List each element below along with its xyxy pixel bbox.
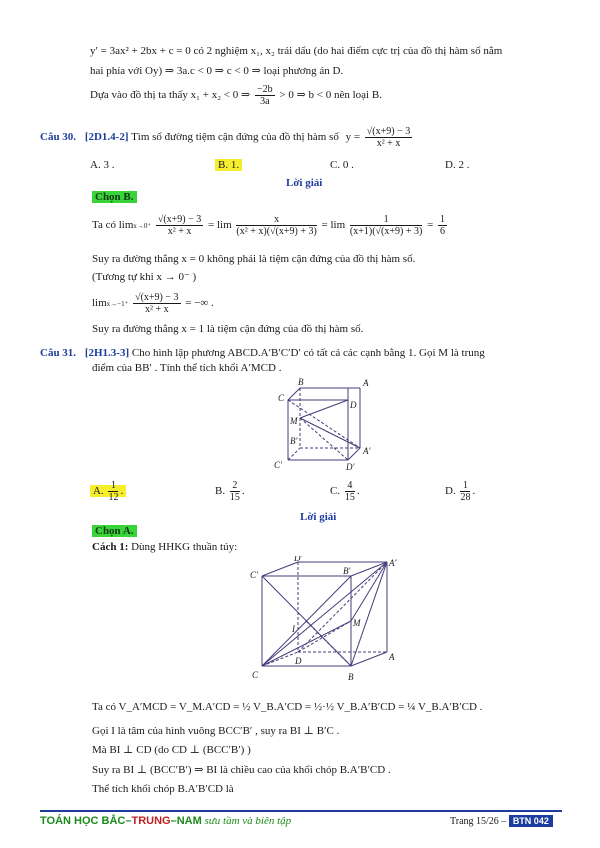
fig2-label-A-prime: A′ xyxy=(389,558,397,568)
q30-solution-5: Suy ra đường thẳng x = 1 là tiệm cận đứng của đồ thị hàm số. xyxy=(92,323,364,335)
q30-label: Câu 30. xyxy=(40,131,77,144)
intro-fraction: $\frac{-2b}{3a}$ xyxy=(256,84,273,107)
cube-figure-1 xyxy=(270,376,380,474)
q31-header xyxy=(40,346,485,360)
q30-solution-2: Suy ra đường thẳng x = 0 không phải là tiệm cận đứng của đồ thị hàm số. xyxy=(92,253,416,265)
intro-line-3-a: Dựa vào đồ thị ta thấy x₁ + x₂ < 0 ⇒ xyxy=(90,89,251,102)
q31-text-1: Cho hình lập phương ABCD.A′B′C′D′ có tất cả các cạnh bằng 1. Gọi M là trung xyxy=(131,347,485,359)
q30-fn-fraction: $\frac{√(x+9) - 3}{\text{x² + x}}$ xyxy=(366,126,411,149)
fig1-label-D: D xyxy=(350,400,357,410)
intro-line-3 xyxy=(90,84,382,107)
fig2-label-B: B xyxy=(348,672,354,682)
q31-choice: Chọn A. xyxy=(92,524,137,538)
q30-code: [2D1.4-2] xyxy=(84,131,129,144)
fig2-label-I: I xyxy=(292,624,295,634)
fig2-label-M: M xyxy=(353,618,361,628)
intro-line-2: hai phía với Oy) ⇒ 3a.c < 0 ⇒ c < 0 ⇒ loại phương án D. xyxy=(90,65,344,77)
code-badge: BTN 042 xyxy=(509,815,553,827)
q30-fn: y = xyxy=(345,131,361,144)
q30-text: Tìm số đường tiệm cận đứng của đồ thị hàm số xyxy=(131,131,339,144)
q31-code: [2H1.3-3] xyxy=(84,347,130,359)
page-number: Trang 15/26 – xyxy=(450,816,507,827)
q30-solution-1: Ta có limx→0⁺ $\frac{√(x+9) - 3}{\text{x² + x}}$ = lim $\frac{x}{\text{(x² + x)(√(x+9) + 3)}}$ = lim $\frac{1}{(x+1)(√(x+9) + 3)}$ = $\frac{1}{6}$ xyxy=(92,214,446,237)
q31-step-4: Suy ra BI ⊥ (BCC′B′) ⇒ BI là chiều cao của khối chóp B.A′B′CD . xyxy=(92,764,391,776)
fig1-label-B-prime: B′ xyxy=(290,436,298,446)
q31-option-a: A. $\frac{1}{12}$ . xyxy=(90,480,126,503)
footer-page xyxy=(450,815,553,827)
fig1-label-A: A xyxy=(363,378,369,388)
fig1-label-A-prime: A′ xyxy=(363,446,371,456)
q30-option-c: C. 0 . xyxy=(330,159,354,171)
fig2-label-C: C xyxy=(252,670,259,680)
fig2-label-D-prime: D′ xyxy=(294,556,303,563)
intro-line-1: y′ = 3ax² + 2bx + c = 0 có 2 nghiệm x₁, x₂ trái dấu (do hai điểm cực trị của đồ thị hàm số nằm xyxy=(90,45,503,57)
q30-header xyxy=(40,126,414,149)
q31-step-2: Gọi I là tâm của hình vuông BCC′B′ , suy ra BI ⊥ B′C . xyxy=(92,725,340,737)
fig2-label-C-prime: C′ xyxy=(250,570,258,580)
fig1-label-C-prime: C′ xyxy=(274,460,282,470)
q31-step-3: Mà BI ⊥ CD (do CD ⊥ (BCC′B′) ) xyxy=(92,744,251,756)
q31-label: Câu 31. xyxy=(40,347,77,359)
q31-option-c: C. $\frac{4}{15}$ . xyxy=(330,480,360,503)
q31-method: Cách 1: Dùng HHKG thuần túy: xyxy=(92,541,238,553)
footer-brand: TOÁN HỌC BẮC–TRUNG–NAM sưu tầm và biên tập xyxy=(40,815,292,827)
q31-option-b: B. $\frac{2}{15}$ . xyxy=(215,480,245,503)
footer-rule xyxy=(40,810,562,812)
fig1-label-D-prime: D′ xyxy=(346,462,355,472)
q30-option-b: B. 1. xyxy=(215,158,242,172)
intro-line-3-b: > 0 ⇒ b < 0 nên loại B. xyxy=(279,89,382,102)
fig1-label-C: C xyxy=(278,393,285,403)
q31-option-d: D. $\frac{1}{28}$ . xyxy=(445,480,476,503)
fig1-label-M: M xyxy=(290,416,298,426)
cube-figure-2 xyxy=(246,556,416,688)
fig2-label-B-prime: B′ xyxy=(343,566,351,576)
q30-solution-4: limx→−1⁺ $\frac{√(x+9) - 3}{\text{x² + x}}$ = −∞ . xyxy=(92,292,214,315)
q30-solution-3: (Tương tự khi x → 0⁻ ) xyxy=(92,271,197,283)
fig1-label-B: B xyxy=(298,377,304,387)
q31-step-5: Thể tích khối chóp B.A′B′CD là xyxy=(92,783,234,795)
q30-choice: Chọn B. xyxy=(92,190,137,204)
q31-solution-title: Lời giải xyxy=(300,511,337,523)
fig2-label-A: A xyxy=(389,652,395,662)
q30-solution-title: Lời giải xyxy=(286,177,323,189)
q30-option-d: D. 2 . xyxy=(445,159,470,171)
q31-step-1: Ta có V_A′MCD = V_M.A′CD = ½ V_B.A′CD = ½·½ V_B.A′B′CD = ¼ V_B.A′B′CD . xyxy=(92,701,483,713)
fig2-label-D: D xyxy=(295,656,302,666)
q31-text-2: điểm của BB′ . Tính thể tích khối A′MCD . xyxy=(92,362,282,374)
q30-option-a: A. 3 . xyxy=(90,159,115,171)
